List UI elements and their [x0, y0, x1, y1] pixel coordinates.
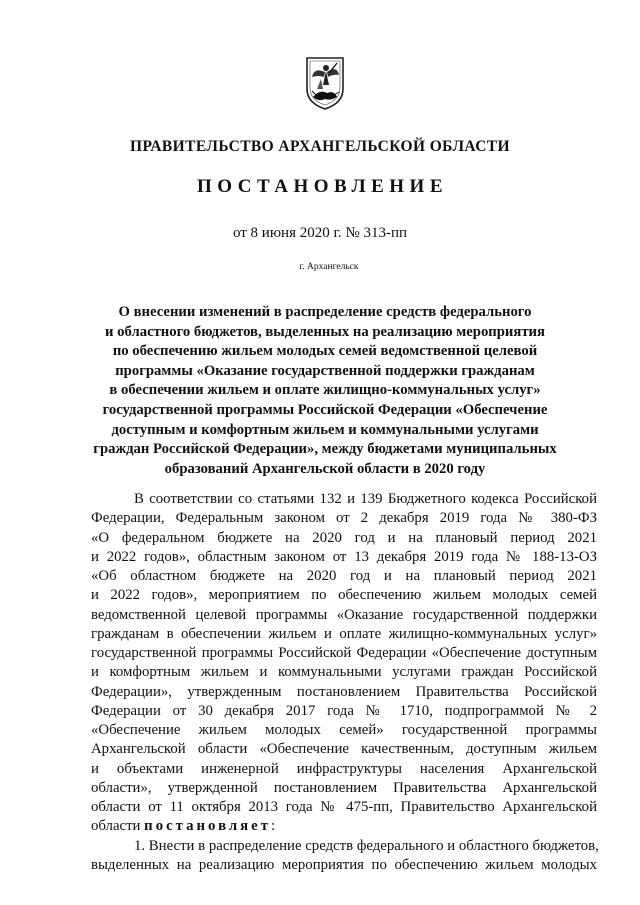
- body-line: В соответствии со статьями 132 и 139 Бюджетного кодекса Российской: [134, 491, 597, 507]
- body-line: Архангельской области «Обеспечение качественным, доступным жильем: [91, 741, 597, 758]
- body-line: Федерации от 30 декабря 2017 года № 1710, подпрограммой № 2: [91, 702, 597, 719]
- body-line: и 2022 годов», мероприятием по обеспечению жильем молодых семей: [91, 587, 597, 604]
- title-line: в обеспечении жильем и оплате жилищно-коммунальных услуг»: [109, 382, 541, 399]
- organization-name: ПРАВИТЕЛЬСТВО АРХАНГЕЛЬСКОЙ ОБЛАСТИ: [129, 138, 510, 155]
- document-type: ПОСТАНОВЛЕНИЕ: [196, 176, 449, 197]
- title-line: О внесении изменений в распределение средств федерального: [118, 304, 532, 320]
- title-line: по обеспечению жильем молодых семей ведомственной целевой: [112, 343, 538, 360]
- title-line: и областного бюджетов, выделенных на реализацию мероприятия: [105, 323, 545, 340]
- body-line: Федерации, Федеральным законом от 2 декабря 2019 года № 380-ФЗ: [91, 510, 597, 527]
- document-body: [91, 490, 597, 875]
- body-line: и комфортным жильем и коммунальными услугами граждан Российской: [91, 664, 597, 681]
- body-line: «Обеспечение жильем молодых семей» государственной программы: [91, 722, 597, 738]
- body-line: и 2022 годов», областным законом от 13 декабря 2019 года № 188-13-ОЗ: [91, 548, 597, 565]
- body-line: государственной программы Российской Федерации «Обеспечение доступным: [91, 645, 597, 661]
- body-line: 1. Внести в распределение средств федерального и областного бюджетов,: [134, 837, 599, 854]
- body-line: гражданам в обеспечении жильем и оплате жилищно-коммунальных услуг»: [91, 625, 597, 642]
- body-line: «Об областном бюджете на 2020 год и на плановый период 2021: [91, 568, 597, 584]
- body-line: Федерации», утвержденным постановлением Правительства Российской: [91, 683, 597, 700]
- body-line: «О федеральном бюджете на 2020 год и на плановый период 2021: [91, 529, 597, 546]
- coat-of-arms-icon: [304, 55, 346, 111]
- title-line: доступным и комфортным жильем и коммунальными услугами: [111, 421, 539, 438]
- resolution-keyword: постановляет: [144, 818, 272, 835]
- body-line-resolution: [91, 817, 597, 836]
- resolution-suffix: :: [271, 818, 276, 835]
- body-line: выделенных на реализацию мероприятия по обеспечению жильем молодых: [91, 856, 597, 873]
- body-line: ведомственной целевой программы «Оказание государственной поддержки: [91, 606, 597, 623]
- resolution-prefix: области: [91, 818, 145, 835]
- body-line: и объектами инженерной инфраструктуры населения Архангельской: [91, 760, 597, 777]
- title-line: программы «Оказание государственной поддержки гражданам: [115, 362, 535, 379]
- body-line: области от 11 октября 2013 года № 475-пп, Правительство Архангельской: [91, 799, 597, 815]
- title-line: образований Архангельской области в 2020 году: [164, 460, 486, 477]
- body-line: области», утвержденной постановлением Правительства Архангельской: [91, 779, 597, 796]
- title-line: граждан Российской Федерации», между бюджетами муниципальных: [93, 441, 557, 458]
- document-city: г. Архангельск: [299, 262, 359, 272]
- document-title: [70, 303, 580, 479]
- document-date-number: от 8 июня 2020 г. № 313-пп: [232, 225, 408, 241]
- title-line: государственной программы Российской Федерации «Обеспечение: [102, 401, 548, 418]
